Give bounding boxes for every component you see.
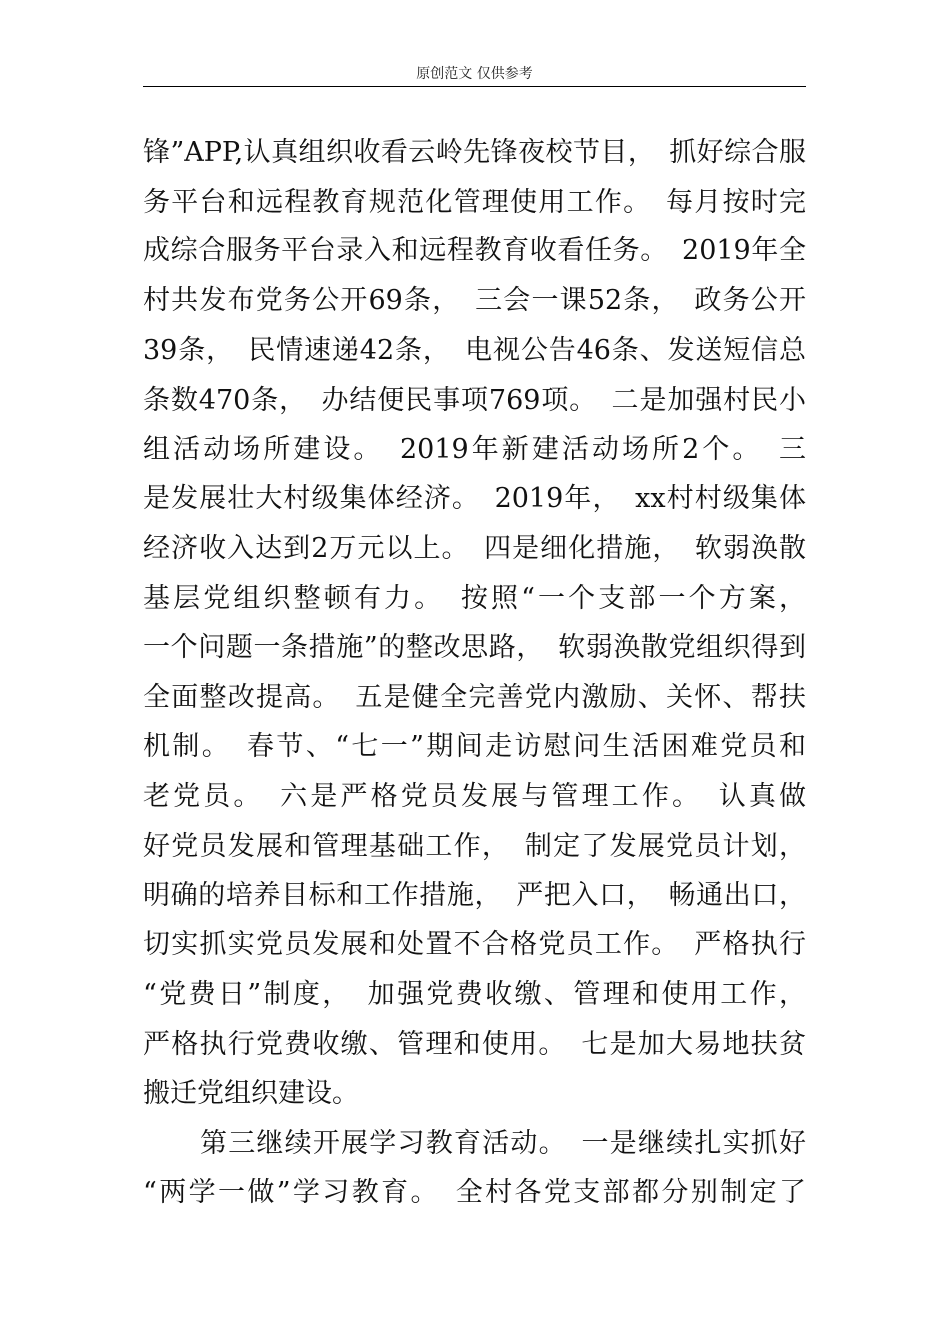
text-line: 39条， 民情速递42条， 电视公告46条、发送短信总 xyxy=(143,335,806,366)
page-header: 原创范文 仅供参考 xyxy=(416,66,533,82)
text-line: 经济收入达到2万元以上。 四是细化措施， 软弱涣散 xyxy=(143,533,806,564)
text-line: “党费日”制度， 加强党费收缴、管理和使用工作， xyxy=(143,979,806,1010)
text-line: 村共发布党务公开69条， 三会一课52条， 政务公开 xyxy=(143,285,806,316)
text-line: 是发展壮大村级集体经济。 2019年， xx村村级集体 xyxy=(143,483,806,514)
header-divider xyxy=(143,86,806,87)
text-line: 锋”APP,认真组织收看云岭先锋夜校节目， 抓好综合服 xyxy=(143,137,806,168)
text-line: 老党员。 六是严格党员发展与管理工作。 认真做 xyxy=(143,781,806,812)
text-line: 一个问题一条措施”的整改思路， 软弱涣散党组织得到 xyxy=(143,632,806,663)
text-line: 基层党组织整顿有力。 按照“一个支部一个方案， xyxy=(143,583,806,614)
text-line: 条数470条， 办结便民事项769项。 二是加强村民小 xyxy=(143,385,806,416)
text-line: 全面整改提高。 五是健全完善党内激励、关怀、帮扶 xyxy=(143,682,806,713)
text-line: 第三继续开展学习教育活动。 一是继续扎实抓好 xyxy=(200,1128,806,1159)
text-line: “两学一做”学习教育。 全村各党支部都分别制定了 xyxy=(143,1177,806,1208)
text-line: 严格执行党费收缴、管理和使用。 七是加大易地扶贫 xyxy=(143,1029,806,1060)
text-line: 好党员发展和管理基础工作， 制定了发展党员计划， xyxy=(143,831,806,862)
text-line: 机制。 春节、“七一”期间走访慰问生活困难党员和 xyxy=(143,731,806,762)
text-line: 明确的培养目标和工作措施， 严把入口， 畅通出口， xyxy=(143,880,806,911)
text-line: 搬迁党组织建设。 xyxy=(143,1078,359,1109)
text-line: 切实抓实党员发展和处置不合格党员工作。 严格执行 xyxy=(143,929,806,960)
text-line: 组活动场所建设。 2019年新建活动场所2个。 三 xyxy=(143,434,806,465)
text-line: 务平台和远程教育规范化管理使用工作。 每月按时完 xyxy=(143,187,806,218)
text-line: 成综合服务平台录入和远程教育收看任务。 2019年全 xyxy=(143,235,806,266)
